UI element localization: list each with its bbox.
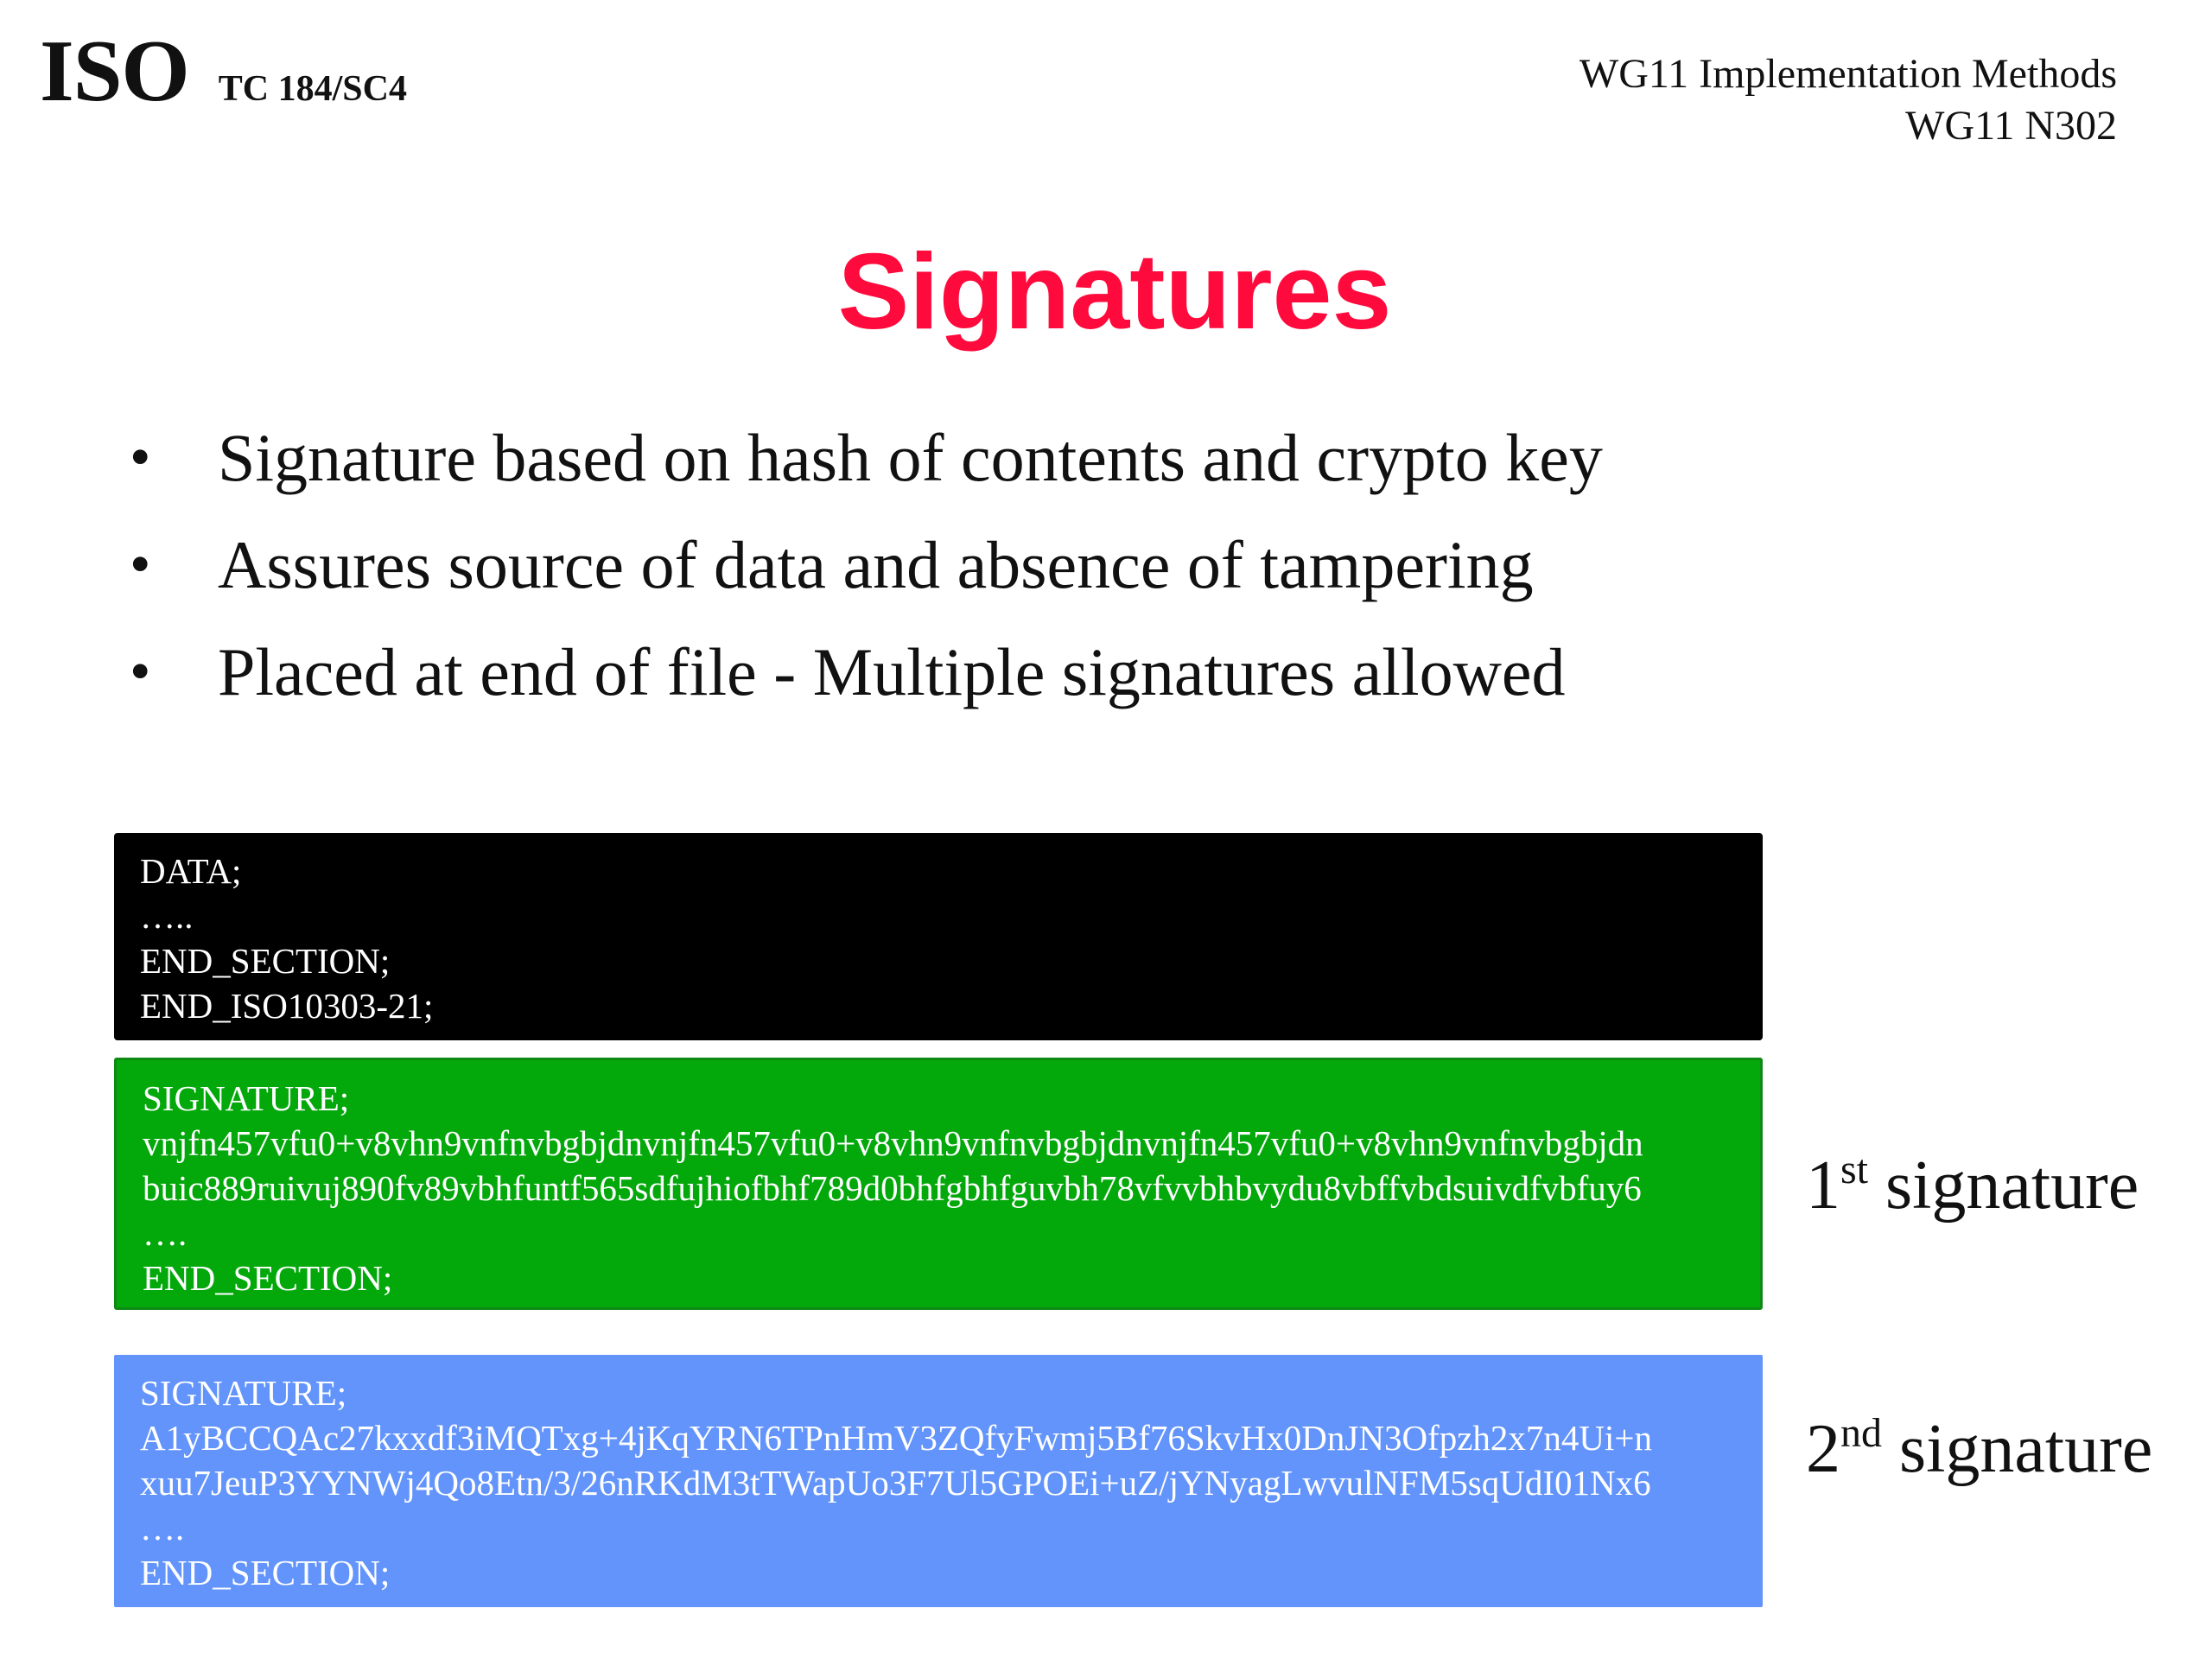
data-section-block (114, 833, 1763, 1040)
signature-2-block (114, 1355, 1763, 1607)
iso-logo: ISO (40, 22, 189, 120)
code-line: END_SECTION; (140, 1553, 391, 1592)
code-line: END_SECTION; (143, 1258, 393, 1298)
bullet-icon: • (130, 424, 151, 491)
label-ordinal-suffix: nd (1840, 1410, 1882, 1457)
bullet-item (130, 619, 1603, 726)
code-line: END_ISO10303-21; (140, 986, 434, 1026)
header-doc-info (1580, 48, 2117, 152)
bullet-text: Placed at end of file - Multiple signatures allowed (218, 634, 1566, 709)
bullet-item (130, 404, 1603, 512)
bullet-text: Assures source of data and absence of tampering (218, 527, 1534, 602)
code-line: SIGNATURE; (143, 1078, 350, 1118)
label-text: signature (1882, 1411, 2153, 1487)
slide-title: Signatures (837, 232, 1392, 352)
label-number: 1 (1806, 1147, 1840, 1224)
label-text: signature (1868, 1147, 2139, 1224)
code-line: DATA; (140, 851, 242, 891)
bullet-text: Signature based on hash of contents and crypto key (218, 420, 1603, 495)
label-ordinal-suffix: st (1840, 1147, 1869, 1193)
document-number: WG11 N302 (1905, 103, 2117, 149)
code-line: …. (143, 1213, 188, 1253)
code-line: SIGNATURE; (140, 1373, 347, 1413)
bullet-icon: • (130, 639, 151, 705)
second-signature-label (1806, 1410, 2152, 1488)
code-line: …. (140, 1508, 185, 1548)
committee-label: TC 184/SC4 (218, 69, 407, 109)
bullet-item (130, 512, 1603, 619)
bullet-icon: • (130, 531, 151, 598)
code-line: END_SECTION; (140, 941, 391, 981)
code-line: buic889ruivuj890fv89vbhfuntf565sdfujhiofbhf789d0bhfgbhfguvbh78vfvvbhbvydu8vbffvbdsuivdfvbfuy6 (143, 1168, 1642, 1208)
first-signature-label (1806, 1147, 2139, 1224)
code-line: ….. (140, 896, 194, 936)
code-line: A1yBCCQAc27kxxdf3iMQTxg+4jKqYRN6TPnHmV3ZQfyFwmj5Bf76SkvHx0DnJN3Ofpzh2x7n4Ui+n (140, 1418, 1653, 1458)
code-line: xuu7JeuP3YYNWj4Qo8Etn/3/26nRKdM3tTWapUo3F7Ul5GPOEi+uZ/jYNyagLwvulNFM5sqUdI01Nx6 (140, 1463, 1651, 1503)
signature-1-block (114, 1058, 1763, 1310)
working-group-label: WG11 Implementation Methods (1579, 51, 2117, 97)
header-branding (40, 24, 407, 119)
code-line: vnjfn457vfu0+v8vhn9vnfnvbgbjdnvnjfn457vfu0+v8vhn9vnfnvbgbjdnvnjfn457vfu0+v8vhn9vnfnvbgbjdn (143, 1123, 1643, 1163)
bullet-list (130, 404, 1603, 726)
label-number: 2 (1806, 1411, 1840, 1487)
